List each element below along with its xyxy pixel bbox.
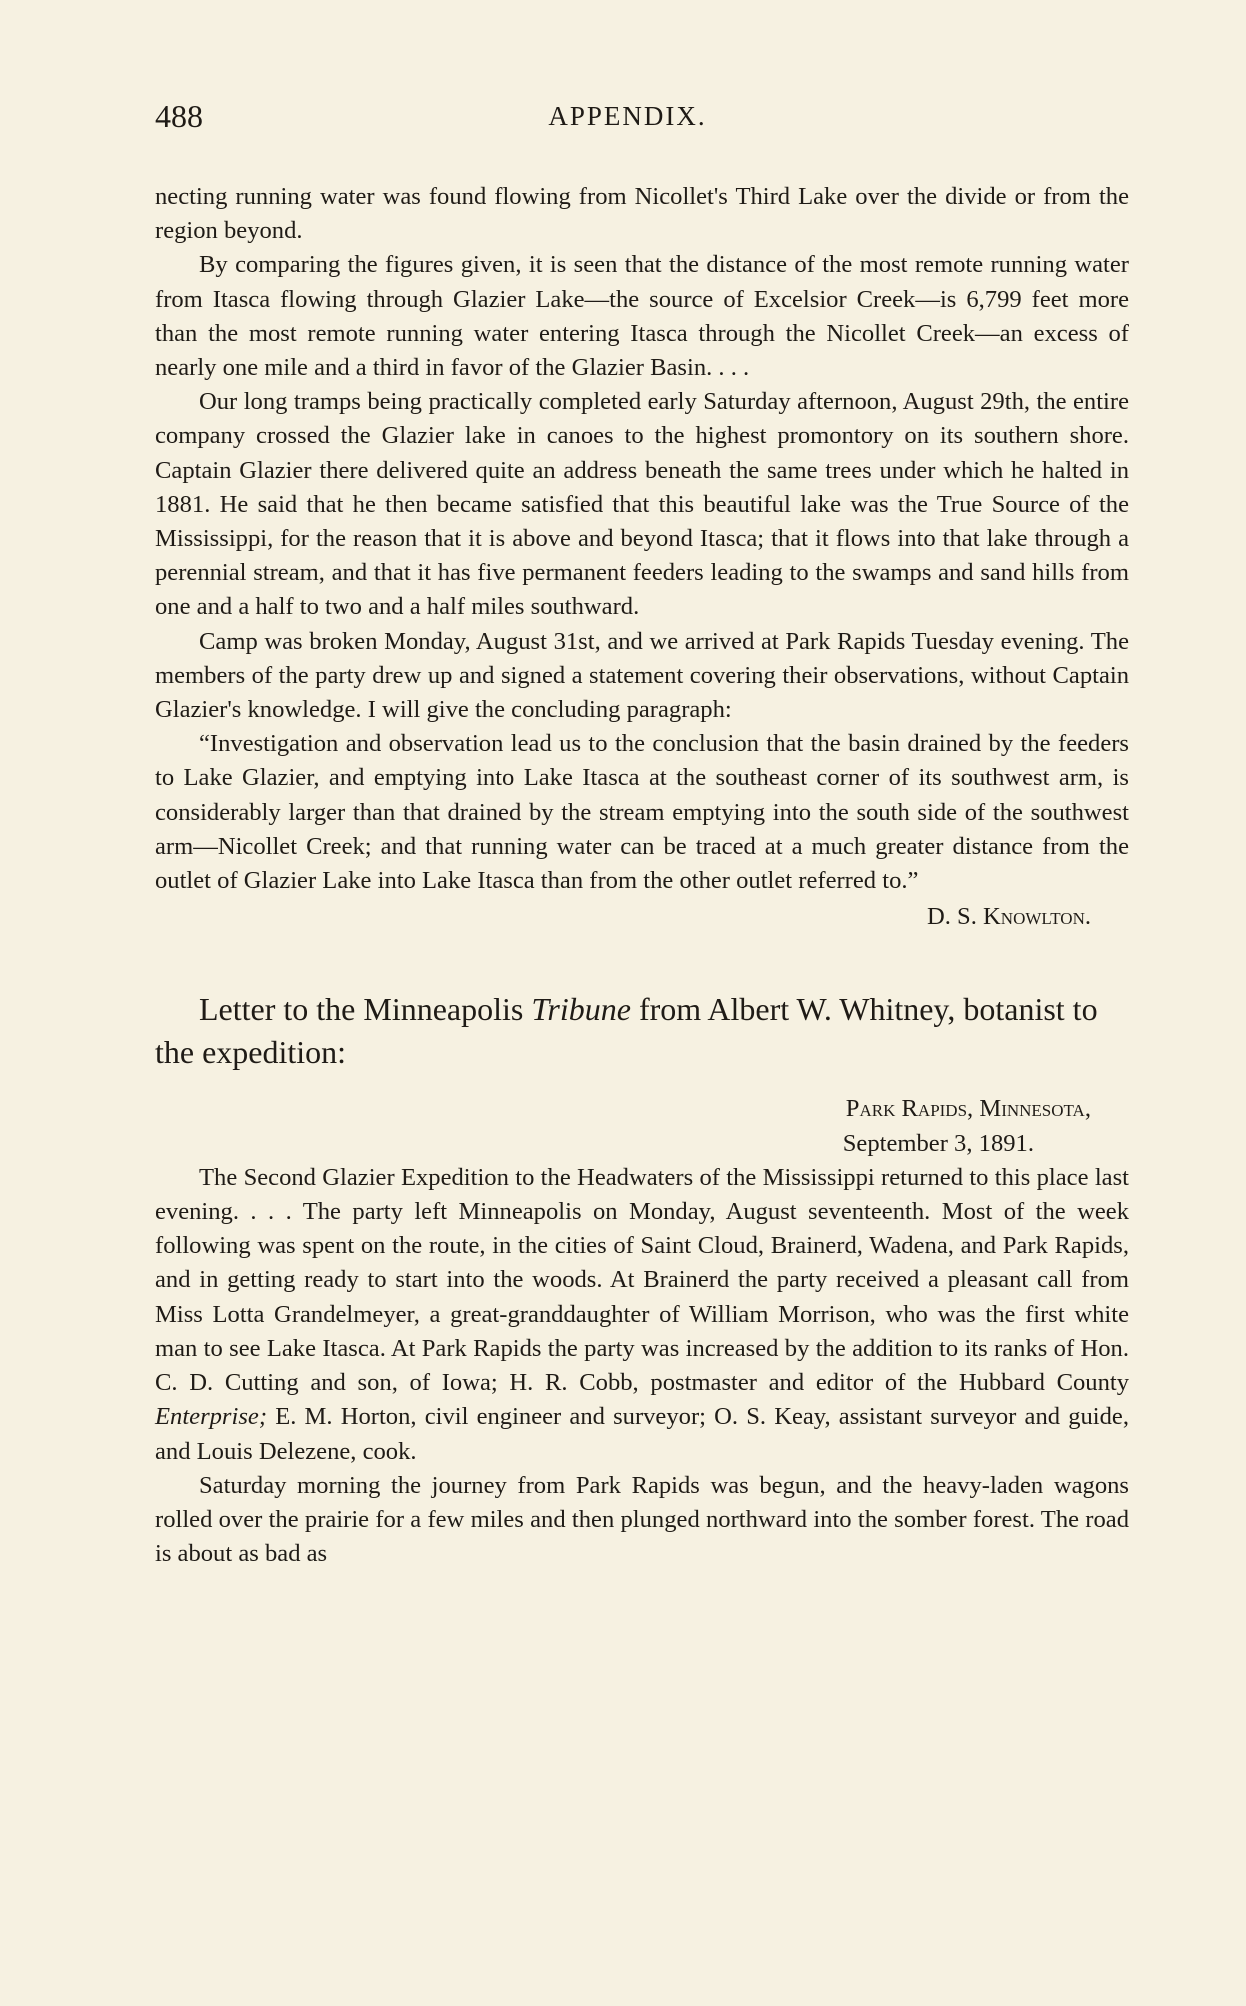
paragraph-2: By comparing the figures given, it is seen that the distance of the most remote running water from Itasca flowing through Glazier Lake—the source of Excelsior Creek—is 6,799 feet more than the most remote running water entering Itasca through the Nicollet Creek—an excess of nearly one mile and a third in favor of the Glazier Basin. . . .	[155, 251, 1129, 382]
letter-heading-part-2: from Albert W. Whitney, botanist to the expedition:	[155, 991, 1098, 1071]
paragraph-1: necting running water was found flowing from Nicollet's Third Lake over the divide or from the region beyond.	[155, 183, 1129, 245]
dateline-place: Park Rapids, Minnesota,	[845, 1095, 1091, 1123]
paragraph-4: Camp was broken Monday, August 31st, and we arrived at Park Rapids Tuesday evening. The members of the party drew up and signed a statement covering their observations, without Captain Glazier's knowledge. I will give the concluding paragraph:	[155, 627, 1129, 724]
running-head: APPENDIX.	[548, 101, 707, 131]
page-number: 488	[155, 98, 203, 134]
page-body	[155, 180, 1129, 1571]
letter-heading-newspaper: Tribune	[531, 991, 631, 1028]
paragraph-6-text: The Second Glazier Expedition to the Headwaters of the Mississippi returned to this place last evening. . . . The party left Minneapolis on Monday, August seventeenth. Most of the week following was spent on the route, in the cities of Saint Cloud, Brainerd, Wadena, and Park Rapids, and in getting ready to start into the woods. At Brainerd the party received a pleasant call from Miss Lotta Grandelmeyer, a great-granddaughter of William Morrison, who was the first white man to see Lake Itasca. At Park Rapids the party was increased by the addition to its ranks of Hon. C. D. Cutting and son, of Iowa; H. R. Cobb, postmaster and editor of the Hubbard County	[155, 1163, 1129, 1397]
letter-heading-part-1: Letter to the Minneapolis	[199, 991, 532, 1028]
paragraph-6	[155, 1161, 1129, 1469]
letter-heading	[155, 988, 1129, 1074]
signature: D. S. Knowlton.	[927, 903, 1091, 931]
dateline-date: September 3, 1891.	[842, 1129, 1034, 1157]
paragraph-3: Our long tramps being practically completed early Saturday afternoon, August 29th, the entire company crossed the Glazier lake in canoes to the highest promontory on its southern shore. Captain Glazier there delivered quite an address beneath the same trees under which he halted in 1881. He said that he then became satisfied that this beautiful lake was the True Source of the Mississippi, for the reason that it is above and beyond Itasca; that it flows into that lake through a perennial stream, and that it has five permanent feeders leading to the swamps and sand hills from one and a half to two and a half miles southward.	[155, 388, 1129, 621]
quoted-statement: “Investigation and observation lead us to the conclusion that the basin drained by the feeders to Lake Glazier, and emptying into Lake Itasca at the southeast corner of its southwest arm, is considerably larger than that drained by the stream emptying into the south side of the southwest arm—Nicollet Creek; and that running water can be traced at a much greater distance from the outlet of Glazier Lake into Lake Itasca than from the other outlet referred to.”	[155, 730, 1129, 895]
paragraph-6-end: E. M. Horton, civil engineer and surveyor; O. S. Keay, assistant surveyor and guide, and Louis Delezene, cook.	[155, 1403, 1129, 1465]
paragraph-6-newspaper: Enterprise;	[155, 1403, 268, 1431]
paragraph-7: Saturday morning the journey from Park Rapids was begun, and the heavy-laden wagons rolled over the prairie for a few miles and then plunged northward into the somber forest. The road is about as bad as	[155, 1471, 1129, 1568]
page-header	[155, 96, 1100, 136]
